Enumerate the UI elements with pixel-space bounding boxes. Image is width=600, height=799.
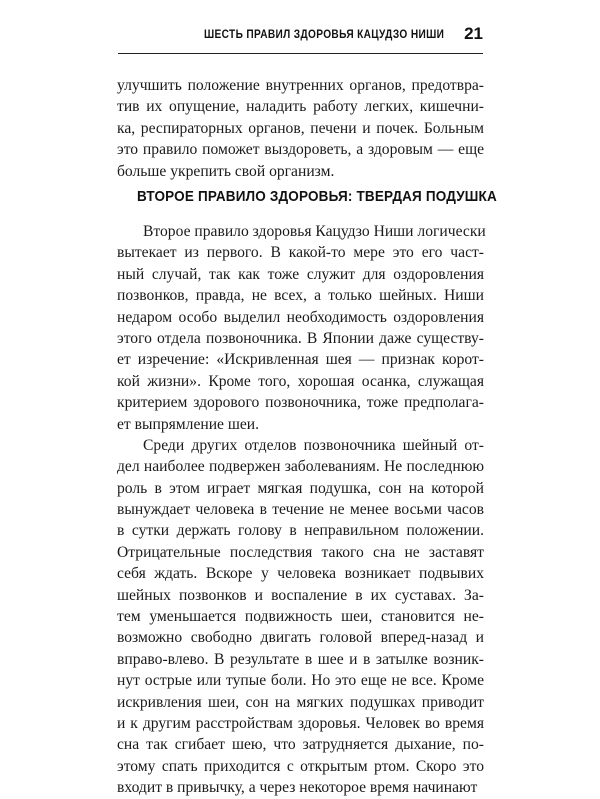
- text-line: это правило поможет выздороветь, а здоровым — еще: [117, 141, 484, 159]
- text-line: кой жизни». Кроме того, хорошая осанка, служащая: [117, 372, 484, 390]
- text-line: нут острые или тупые боли. Но это еще не все. Кроме: [117, 672, 484, 690]
- text-line: вытекает из первого. В какой-то мере это его част-: [117, 244, 484, 262]
- text-line: входит в привычку, а через некоторое время начинают: [117, 779, 478, 797]
- text-line: позвонков, правда, не всех, а только шейных. Ниши: [117, 287, 484, 305]
- text-line: вправо-влево. В результате в шее и в затылке возник-: [117, 650, 484, 668]
- text-line: искривления шеи, сон на мягких подушках приводит: [117, 693, 484, 711]
- text-line: в сутки держать голову в неправильном положении.: [117, 522, 484, 540]
- text-line: Второе правило здоровья Кацудзо Ниши логически: [143, 223, 486, 240]
- text-line: тив их опущение, наладить работу легких, кишечни-: [117, 98, 484, 116]
- intro-paragraph: [117, 75, 484, 182]
- page-number: 21: [464, 24, 483, 43]
- text-line: этого отдела позвоночника. В Японии даже существу-: [117, 329, 484, 347]
- text-line: роль в этом играет мягкая подушка, сон на которой: [117, 479, 484, 497]
- text-line: больше укрепить свой организм.: [117, 162, 335, 180]
- text-line: шейных позвонков и воспаление в их суставах. За-: [117, 586, 484, 604]
- running-title: ШЕСТЬ ПРАВИЛ ЗДОРОВЬЯ КАЦУДЗО НИШИ: [204, 29, 445, 41]
- text-line: ка, респираторных органов, печени и почек. Больным: [117, 119, 484, 137]
- running-header: [118, 24, 483, 54]
- text-line: критерием здорового позвоночника, тоже предполага-: [117, 394, 484, 412]
- section-heading: [117, 188, 497, 205]
- text-line: недаром особо выделил необходимость оздоровления: [117, 308, 484, 326]
- text-line: Среди других отделов позвоночника шейный от-: [143, 436, 484, 454]
- section-heading-text: ВТОРОЕ ПРАВИЛО ЗДОРОВЬЯ: ТВЕРДАЯ ПОДУШКА: [136, 188, 497, 205]
- text-line: сна так сгибает шею, что затрудняется дыхание, по-: [117, 736, 484, 754]
- text-line: себя ждать. Вскоре у человека возникает подвывих: [117, 565, 484, 583]
- text-line: тем уменьшается подвижность шеи, становится не-: [117, 608, 484, 626]
- text-line: улучшить положение внутренних органов, предотвра-: [117, 77, 484, 94]
- text-line: дел наиболее подвержен заболеваниям. Не последнюю: [117, 458, 484, 476]
- text-line: ет изречение: «Искривленная шея — признак корот-: [117, 351, 484, 369]
- text-line: этому спать приходится с открытым ртом. Скоро это: [117, 757, 484, 775]
- text-line: вынуждает человека в течение не менее восьми часов: [117, 501, 484, 519]
- section-body: [117, 221, 484, 799]
- text-line: возможно свободно двигать головой вперед-назад и: [117, 629, 484, 647]
- text-line: ет выпрямление шеи.: [117, 415, 260, 433]
- text-line: и к другим расстройствам здоровья. Человек во время: [117, 714, 484, 732]
- text-line: ный случай, так как тоже служит для оздоровления: [117, 265, 484, 283]
- text-line: Отрицательные последствия такого сна не заставят: [117, 543, 484, 561]
